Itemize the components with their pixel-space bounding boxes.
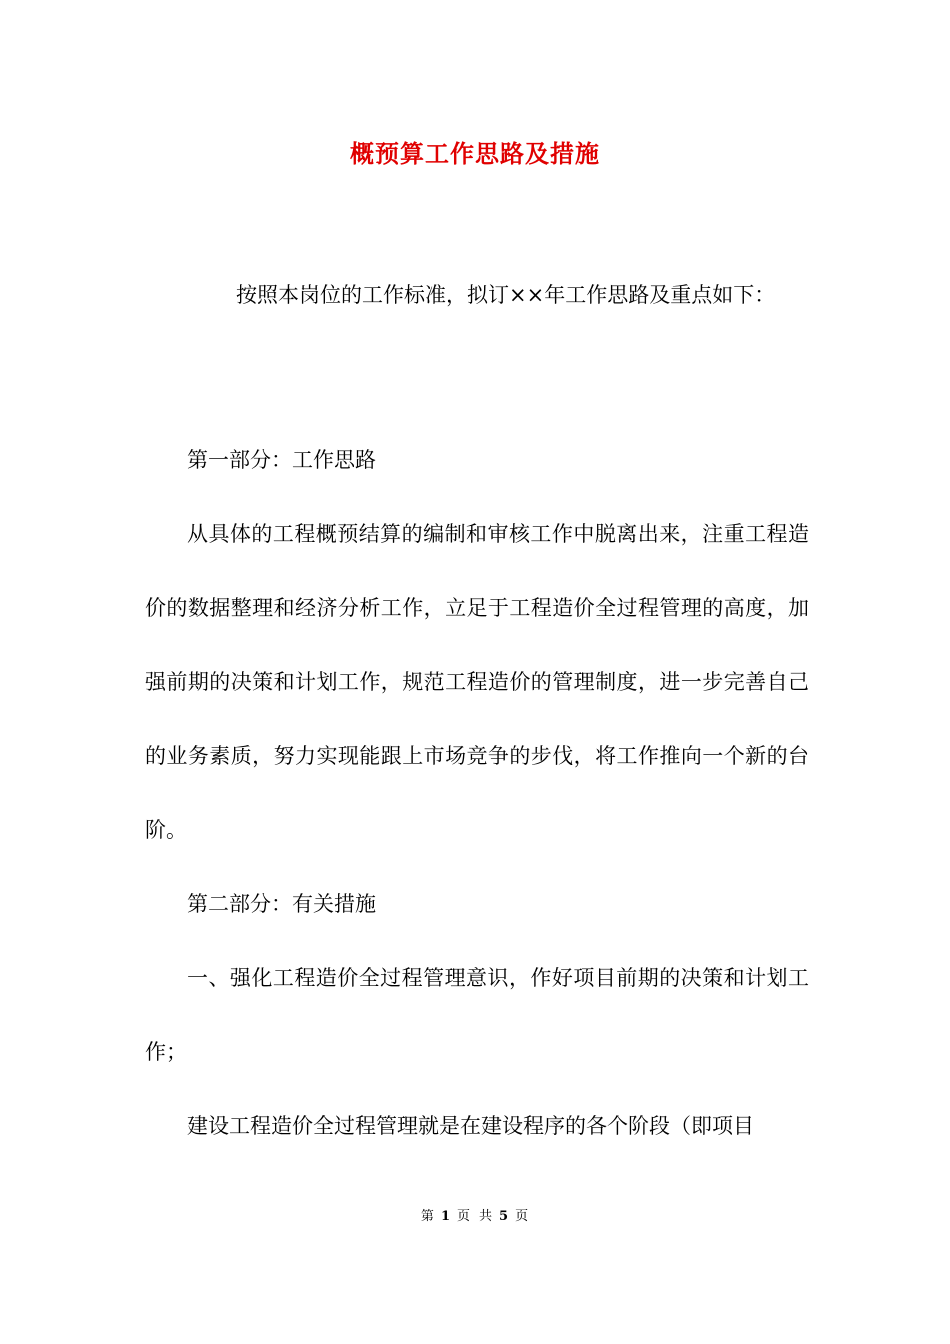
intro-paragraph: 按照本岗位的工作标准，拟订××年工作思路及重点如下： [236, 283, 776, 307]
section-heading-part-one: 第一部分：工作思路 [187, 448, 376, 472]
footer-page-word: 第 [420, 1209, 435, 1224]
measure-heading-one: 一、强化工程造价全过程管理意识，作好项目前期的决策和计划工作； [145, 966, 809, 1064]
body-paragraph: 建设工程造价全过程管理就是在建设程序的各个阶段（即项目 [187, 1114, 754, 1138]
footer-total-word: 共 [479, 1209, 494, 1224]
footer-page-number: 1 [440, 1209, 451, 1224]
section-heading-part-two: 第二部分：有关措施 [187, 892, 376, 916]
footer-total-pages: 5 [499, 1209, 510, 1224]
page-footer [0, 1207, 950, 1227]
document-body [145, 423, 809, 1163]
body-paragraph: 从具体的工程概预结算的编制和审核工作中脱离出来，注重工程造价的数据整理和经济分析工作，立足于工程造价全过程管理的高度，加强前期的决策和计划工作，规范工程造价的管理制度，进一步完善自己的业务素质，努力实现能跟上市场竞争的步伐，将工作推向一个新的台阶。 [145, 522, 809, 842]
footer-page-unit: 页 [456, 1209, 471, 1224]
footer-total-unit: 页 [515, 1209, 530, 1224]
document-title: 概预算工作思路及措施 [350, 139, 600, 168]
